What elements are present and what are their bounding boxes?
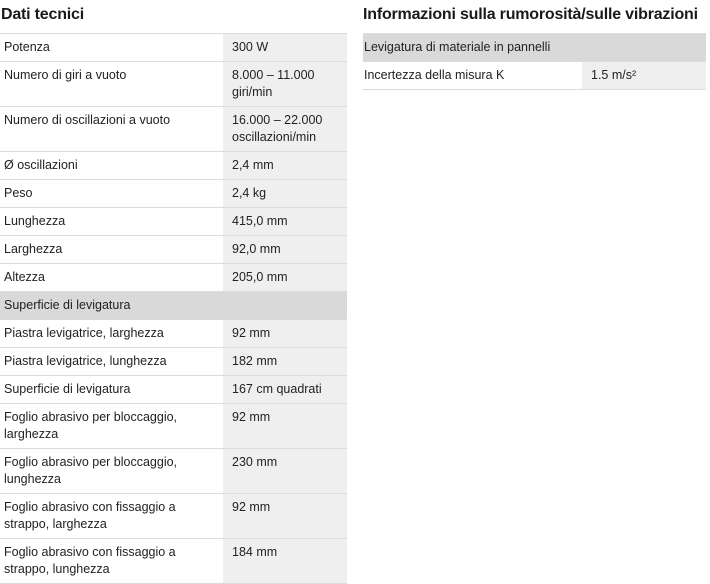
row-label: Foglio abrasivo con fissaggio a strappo, lunghezza	[0, 539, 223, 584]
row-label: Numero di oscillazioni a vuoto	[0, 107, 223, 152]
row-value: 8.000 – 11.000 giri/min	[223, 62, 347, 107]
row-label: Superficie di levigatura	[0, 376, 223, 404]
table-row	[0, 320, 347, 348]
noise-vibration-panel	[363, 0, 706, 90]
row-value: 167 cm quadrati	[223, 376, 347, 404]
table-row	[0, 376, 347, 404]
row-value: 230 mm	[223, 449, 347, 494]
row-label: Numero di giri a vuoto	[0, 62, 223, 107]
row-value: 184 mm	[223, 539, 347, 584]
row-value: 2,4 kg	[223, 180, 347, 208]
row-label: Lunghezza	[0, 208, 223, 236]
table-row	[0, 348, 347, 376]
row-label: Piastra levigatrice, lunghezza	[0, 348, 223, 376]
tech-data-table	[0, 33, 347, 584]
row-value: 300 W	[223, 34, 347, 62]
table-row	[0, 34, 347, 62]
table-row	[0, 62, 347, 107]
section-header-row	[363, 34, 706, 62]
row-value: 16.000 – 22.000 oscillazioni/min	[223, 107, 347, 152]
table-row	[363, 62, 706, 90]
table-row	[0, 539, 347, 584]
tech-data-panel	[0, 0, 347, 584]
row-value: 182 mm	[223, 348, 347, 376]
table-row	[0, 152, 347, 180]
section-title: Levigatura di materiale in pannelli	[363, 34, 706, 62]
row-value: 92 mm	[223, 494, 347, 539]
row-label: Larghezza	[0, 236, 223, 264]
row-value: 415,0 mm	[223, 208, 347, 236]
row-label: Ø oscillazioni	[0, 152, 223, 180]
row-label: Potenza	[0, 34, 223, 62]
row-label: Altezza	[0, 264, 223, 292]
noise-vibration-table	[363, 33, 706, 90]
tech-data-title: Dati tecnici	[1, 6, 84, 23]
noise-vibration-title: Informazioni sulla rumorosità/sulle vibrazioni	[363, 6, 698, 23]
table-row	[0, 264, 347, 292]
section-header-row	[0, 292, 347, 320]
row-label: Incertezza della misura K	[363, 62, 582, 90]
row-label: Foglio abrasivo per bloccaggio, larghezza	[0, 404, 223, 449]
row-label: Foglio abrasivo con fissaggio a strappo, larghezza	[0, 494, 223, 539]
table-row	[0, 449, 347, 494]
table-row	[0, 494, 347, 539]
row-value: 1.5 m/s²	[582, 62, 706, 90]
row-label: Peso	[0, 180, 223, 208]
table-row	[0, 180, 347, 208]
section-title: Superficie di levigatura	[0, 292, 347, 320]
row-label: Foglio abrasivo per bloccaggio, lunghezza	[0, 449, 223, 494]
row-label: Piastra levigatrice, larghezza	[0, 320, 223, 348]
row-value: 92 mm	[223, 404, 347, 449]
row-value: 92 mm	[223, 320, 347, 348]
table-row	[0, 208, 347, 236]
row-value: 2,4 mm	[223, 152, 347, 180]
row-value: 205,0 mm	[223, 264, 347, 292]
row-value: 92,0 mm	[223, 236, 347, 264]
table-row	[0, 107, 347, 152]
table-row	[0, 236, 347, 264]
table-row	[0, 404, 347, 449]
